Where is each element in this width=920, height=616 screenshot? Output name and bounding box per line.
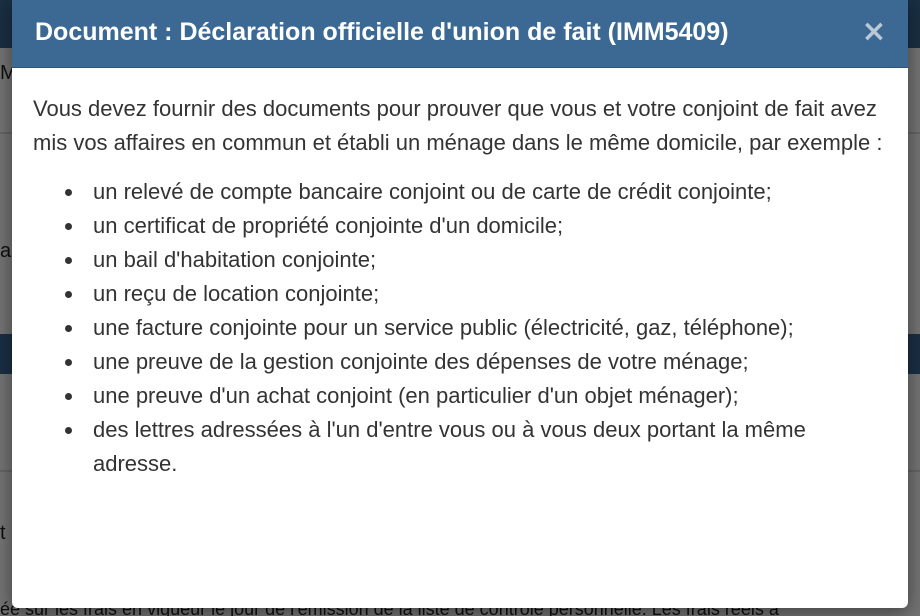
list-item-text: une preuve de la gestion conjointe des dépenses de votre ménage; [93,349,749,374]
bullet-icon [65,223,72,230]
list-item-text: un reçu de location conjointe; [93,281,380,306]
list-item-text: une facture conjointe pour un service public (électricité, gaz, téléphone); [93,315,794,340]
list-item-text: un bail d'habitation conjointe; [93,247,377,272]
list-item-text: un relevé de compte bancaire conjoint ou de carte de crédit conjointe; [93,179,772,204]
list-item-text: des lettres adressées à l'un d'entre vous ou à vous deux portant la même adresse. [93,417,806,476]
bullet-icon [65,427,72,434]
list-item-text: une preuve d'un achat conjoint (en particulier d'un objet ménager); [93,383,739,408]
bullet-icon [65,359,72,366]
list-item [93,311,883,345]
close-button[interactable] [860,14,888,49]
list-item [93,277,883,311]
bullet-icon [65,291,72,298]
list-item-text: un certificat de propriété conjointe d'un domicile; [93,213,564,238]
intro-paragraph: Vous devez fournir des documents pour prouver que vous et votre conjoint de fait avez mis vos affaires en commun et établi un ménage dans le même domicile, par exemple : [33,96,883,155]
list-item [93,243,883,277]
bullet-icon [65,393,72,400]
list-item [93,379,883,413]
document-list [33,175,886,481]
list-item [93,209,883,243]
close-icon[interactable]: × [861,14,887,49]
bullet-icon [65,325,72,332]
document-modal [12,0,908,608]
modal-title: Document : Déclaration officielle d'union de fait (IMM5409) [35,18,729,46]
bullet-icon [65,257,72,264]
bullet-icon [65,189,72,196]
list-item [93,345,883,379]
modal-header [12,0,908,68]
modal-body [12,68,908,481]
list-item [93,175,883,209]
list-item [93,413,883,481]
